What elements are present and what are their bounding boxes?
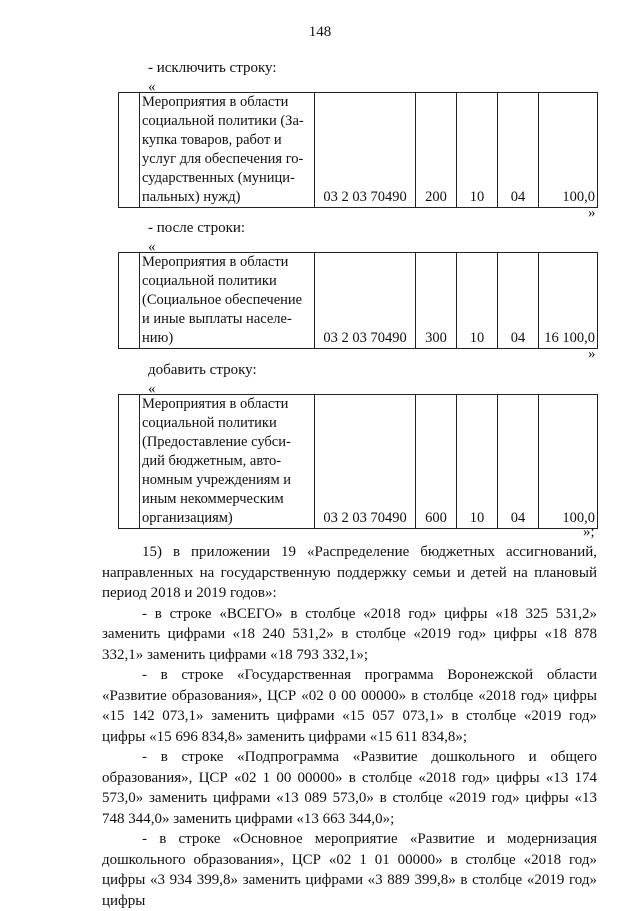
csr-cell: 03 2 03 70490: [315, 395, 416, 529]
row-name-cell: Мероприятия в области социальной политики (Предоставление субси- дий бюджетным, авто- номным учреждениям и иным некоммерческим организациям): [140, 395, 315, 529]
row-index-cell: [119, 93, 140, 208]
paragraph: - в строке «Основное мероприятие «Развитие и модернизация дошкольного образования», ЦСР «02 1 01 00000» в столбце «2018 год» цифры «3 934 399,8» заменить цифрами «3 889 399,8» в столбце «2019 год» цифры: [102, 831, 597, 909]
rz-cell: 10: [457, 395, 498, 529]
csr-cell: 03 2 03 70490: [315, 253, 416, 349]
close-quote: »: [588, 346, 596, 362]
close-quote: »: [588, 205, 596, 221]
row-index-cell: [119, 253, 140, 349]
sum-cell: 100,0: [539, 395, 598, 529]
paragraph: 15) в приложении 19 «Распределение бюджетных ассигнований, направленных на государственную поддержку семьи и детей на плановый период 2018 и 2019 годов»:: [102, 544, 597, 601]
vr-cell: 300: [416, 253, 457, 349]
vr-cell: 200: [416, 93, 457, 208]
paragraph: - в строке «ВСЕГО» в столбце «2018 год» цифры «18 325 531,2» заменить цифрами «18 240 531,2» в столбце «2019 год» цифры «18 878 332,1» заменить цифрами «18 793 332,1»;: [102, 605, 597, 663]
paragraph: - в строке «Государственная программа Воронежской области «Развитие образования», ЦСР «02 0 00 00000» в столбце «2018 год» цифры «15 142 073,1» заменить цифрами «15 057 073,1» в столбце «2019 год» цифры «15 696 834,8» заменить цифрами «15 611 834,8»;: [102, 667, 597, 745]
after-row-table: [118, 252, 598, 349]
row-name-cell: Мероприятия в области социальной политики (Социальное обеспечение и иные выплаты населе- нию): [140, 253, 315, 349]
vr-cell: 600: [416, 395, 457, 529]
sum-cell: 100,0: [539, 93, 598, 208]
table-row: [119, 253, 598, 349]
block-intro: - после строки:: [148, 220, 246, 236]
added-row-table: [118, 394, 598, 529]
open-quote: «: [148, 79, 156, 95]
row-index-cell: [119, 395, 140, 529]
pr-cell: 04: [498, 395, 539, 529]
table-row: [119, 93, 598, 208]
table-row: [119, 395, 598, 529]
page-number: 148: [308, 24, 332, 40]
close-quote: »;: [583, 524, 595, 540]
open-quote: «: [148, 239, 156, 255]
csr-cell: 03 2 03 70490: [315, 93, 416, 208]
block-intro: добавить строку:: [148, 362, 257, 378]
block-intro: - исключить строку:: [148, 60, 277, 76]
rz-cell: 10: [457, 93, 498, 208]
body-text: [102, 542, 597, 911]
row-name-cell: Мероприятия в области социальной политики (За- купка товаров, работ и услуг для обеспечения го- сударственных (муници- пальных) нужд): [140, 93, 315, 208]
open-quote: «: [148, 381, 156, 397]
rz-cell: 10: [457, 253, 498, 349]
excluded-row-table: [118, 92, 598, 208]
sum-cell: 16 100,0: [539, 253, 598, 349]
pr-cell: 04: [498, 253, 539, 349]
pr-cell: 04: [498, 93, 539, 208]
paragraph: - в строке «Подпрограмма «Развитие дошкольного и общего образования», ЦСР «02 1 00 00000» в столбце «2018 год» цифры «13 174 573,0» заменить цифрами «13 089 573,0» в столбце «2019 год» цифры «13 748 344,0» заменить цифрами «13 663 344,0»;: [102, 749, 597, 827]
